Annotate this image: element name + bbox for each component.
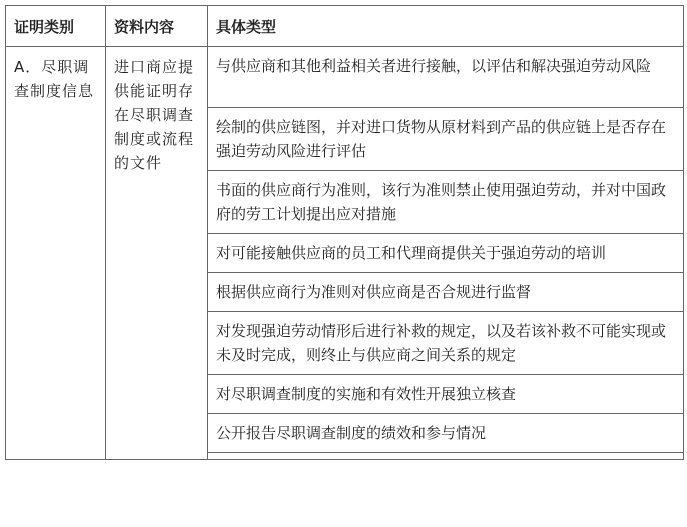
type-cell: 与供应商和其他利益相关者进行接触，以评估和解决强迫劳动风险 xyxy=(208,47,684,108)
type-cell: 对可能接触供应商的员工和代理商提供关于强迫劳动的培训 xyxy=(208,234,684,273)
header-row xyxy=(6,6,684,47)
category-cell: A．尽职调查制度信息 xyxy=(6,47,106,460)
header-type: 具体类型 xyxy=(208,6,684,47)
type-cell: 书面的供应商行为准则，该行为准则禁止使用强迫劳动，并对中国政府的劳工计划提出应对措施 xyxy=(208,171,684,234)
type-cell: 对发现强迫劳动情形后进行补救的规定，以及若该补救不可能实现或未及时完成，则终止与供应商之间关系的规定 xyxy=(208,312,684,375)
header-content: 资料内容 xyxy=(106,6,208,47)
type-cell: 根据供应商行为准则对供应商是否合规进行监督 xyxy=(208,273,684,312)
type-cell: 公开报告尽职调查制度的绩效和参与情况 xyxy=(208,414,684,453)
type-cell: 绘制的供应链图，并对进口货物从原材料到产品的供应链上是否存在强迫劳动风险进行评估 xyxy=(208,108,684,171)
empty-cell xyxy=(208,453,684,460)
header-category: 证明类别 xyxy=(6,6,106,47)
table-row xyxy=(6,47,684,108)
type-cell: 对尽职调查制度的实施和有效性开展独立核查 xyxy=(208,375,684,414)
content-cell: 进口商应提供能证明存在尽职调查制度或流程的文件 xyxy=(106,47,208,460)
evidence-table xyxy=(5,5,684,460)
